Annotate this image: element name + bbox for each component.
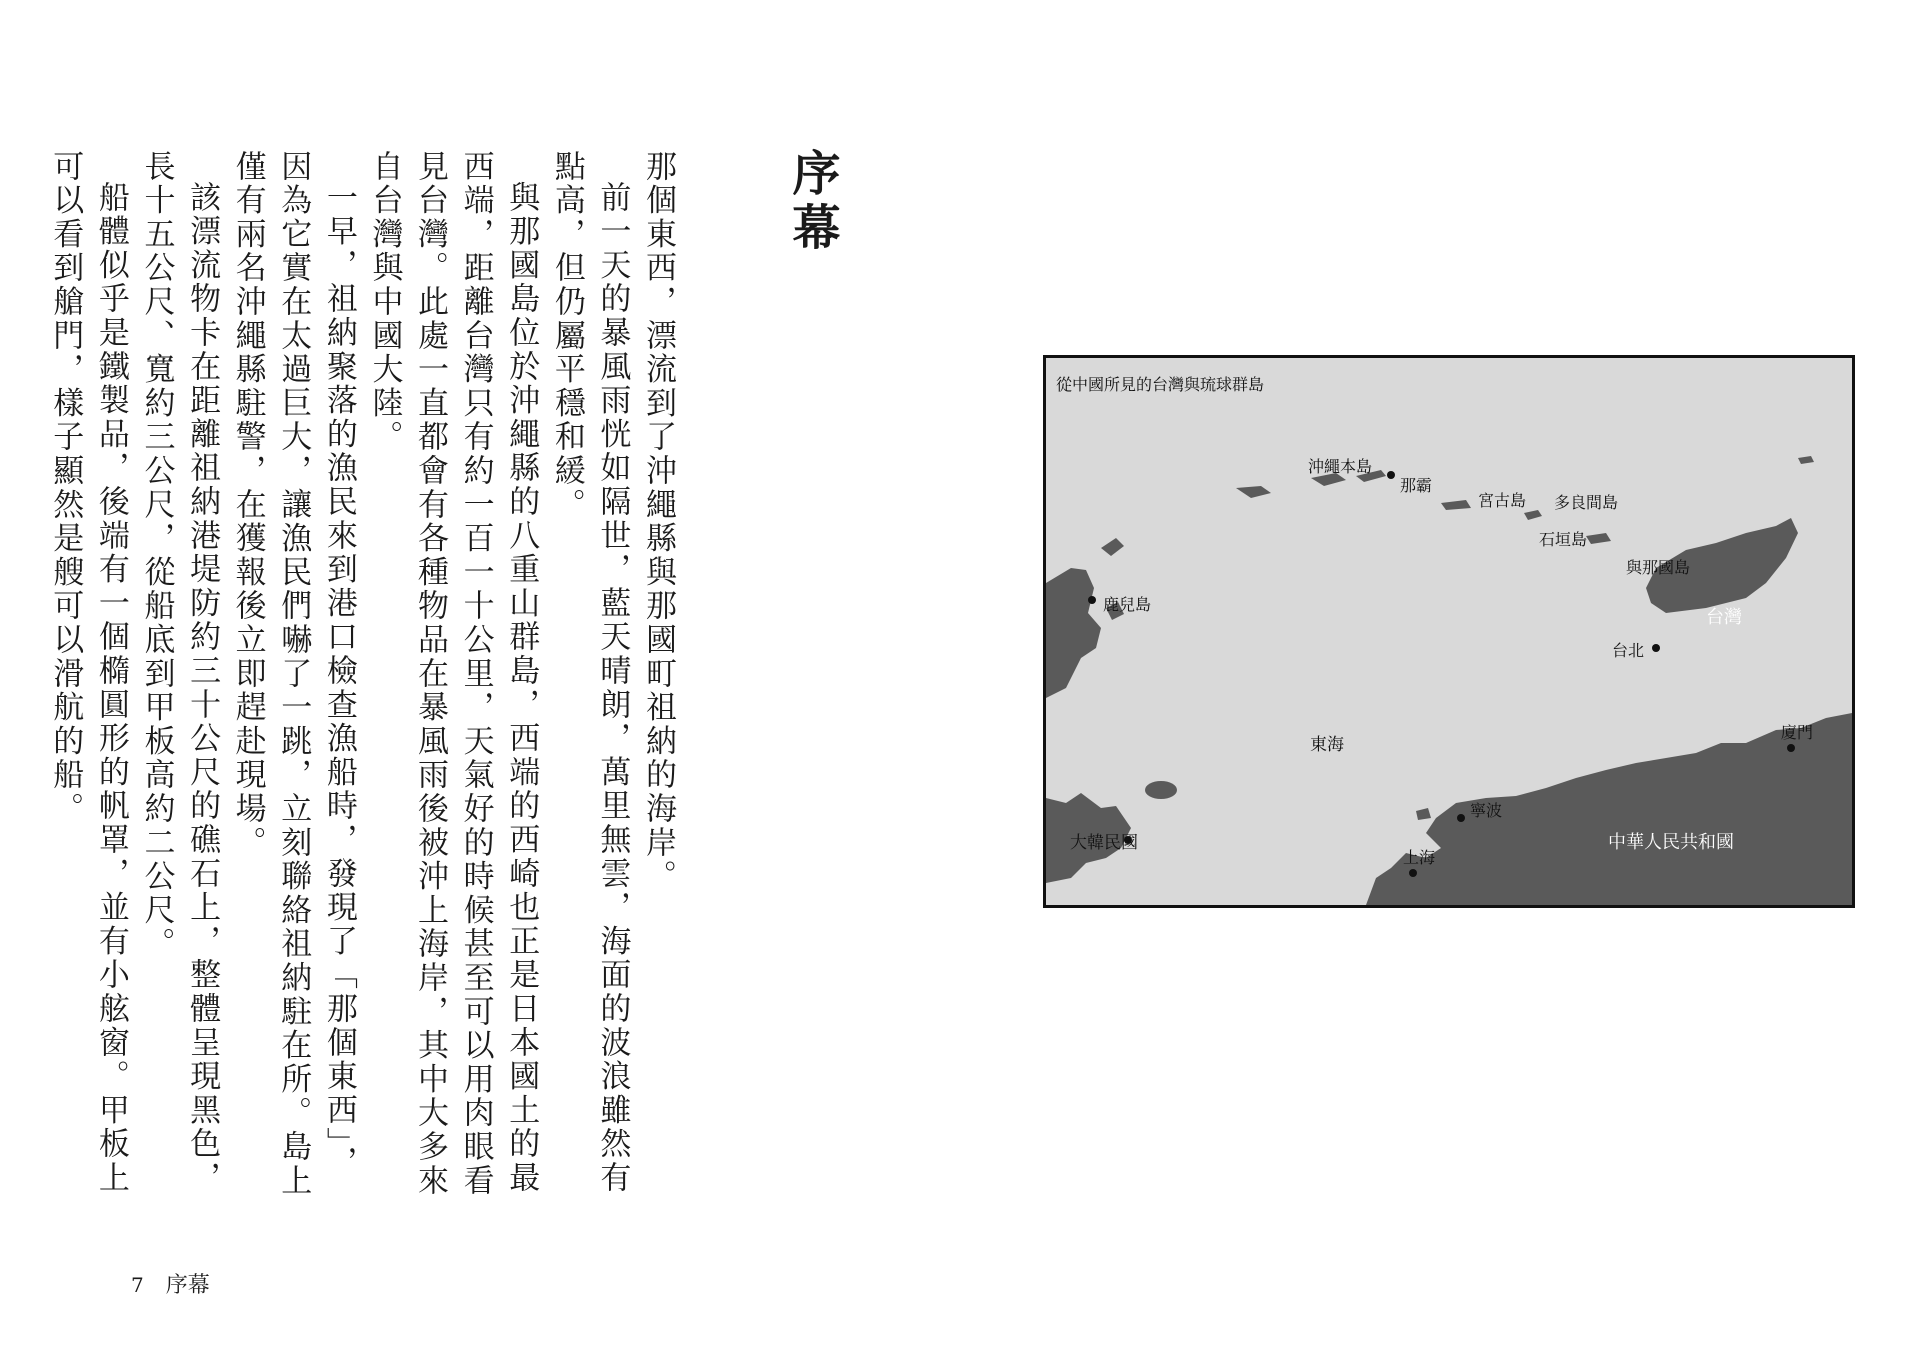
jeju-island: [1145, 781, 1177, 799]
map-title: 從中國所見的台灣與琉球群島: [1056, 375, 1265, 394]
body-text: [47, 150, 680, 1205]
label-shanghai: 上海: [1403, 848, 1436, 867]
paragraph: 一早，祖納聚落的漁民來到港口檢查漁船時，發現了「那個東西」，因為它實在太過巨大，讓漁民們嚇了一跳，立刻聯絡祖納駐在所。島上僅有兩名沖繩縣駐警，在獲報後立即趕赴現場。: [229, 150, 357, 1198]
running-title: 序幕: [165, 1273, 210, 1298]
label-taipei: 台北: [1612, 641, 1645, 660]
kagoshima-marker: [1088, 596, 1096, 604]
taipei-marker: [1652, 644, 1660, 652]
map-svg: [1046, 358, 1852, 905]
paragraph: 與那國島位於沖繩縣的八重山群島，西端的西崎也正是日本國土的最西端，距離台灣只有約一百一十公里，天氣好的時候甚至可以用肉眼看見台灣。此處一直都會有各種物品在暴風雨後被沖上海岸，其中大多來自台灣與中國大陸。: [366, 150, 540, 1198]
ningbo-marker: [1457, 814, 1465, 822]
page-footer: [131, 1268, 210, 1299]
paragraph: 船體似乎是鐵製品，後端有一個橢圓形的帆罩，並有小舷窗。甲板上可以看到艙門，樣子顯然是艘可以滑航的船。: [47, 150, 129, 1195]
naha-marker: [1387, 471, 1395, 479]
label-kagoshima: 鹿兒島: [1103, 595, 1152, 614]
paragraph: 前一天的暴風雨恍如隔世，藍天晴朗，萬里無雲，海面的波浪雖然有點高，但仍屬平穩和緩。: [548, 150, 631, 1195]
label-xiamen: 廈門: [1781, 723, 1814, 742]
label-prc: 中華人民共和國: [1608, 832, 1734, 853]
label-east-sea: 東海: [1310, 735, 1344, 755]
page-number: 7: [131, 1273, 144, 1297]
label-naha: 那霸: [1400, 476, 1433, 495]
label-yonaguni: 與那國島: [1626, 558, 1691, 577]
label-miyako: 宮古島: [1478, 491, 1527, 510]
map-figure: [1043, 355, 1855, 908]
label-taiwan: 台灣: [1706, 607, 1742, 628]
label-ningbo: 寧波: [1470, 801, 1503, 820]
label-okinawa: 沖繩本島: [1308, 457, 1373, 476]
label-ishigaki: 石垣島: [1539, 530, 1588, 549]
paragraph: 該漂流物卡在距離祖納港堤防約三十公尺的礁石上，整體呈現黑色，長十五公尺、寬約三公尺，從船底到甲板高約二公尺。: [138, 150, 221, 1195]
label-korea: 大韓民國: [1070, 833, 1138, 853]
shanghai-marker: [1409, 869, 1417, 877]
paragraph: 那個東西，漂流到了沖繩縣與那國町祖納的海岸。: [640, 150, 676, 894]
label-tarama: 多良間島: [1554, 493, 1619, 512]
chapter-title: 序幕: [784, 148, 840, 256]
xiamen-marker: [1787, 744, 1795, 752]
